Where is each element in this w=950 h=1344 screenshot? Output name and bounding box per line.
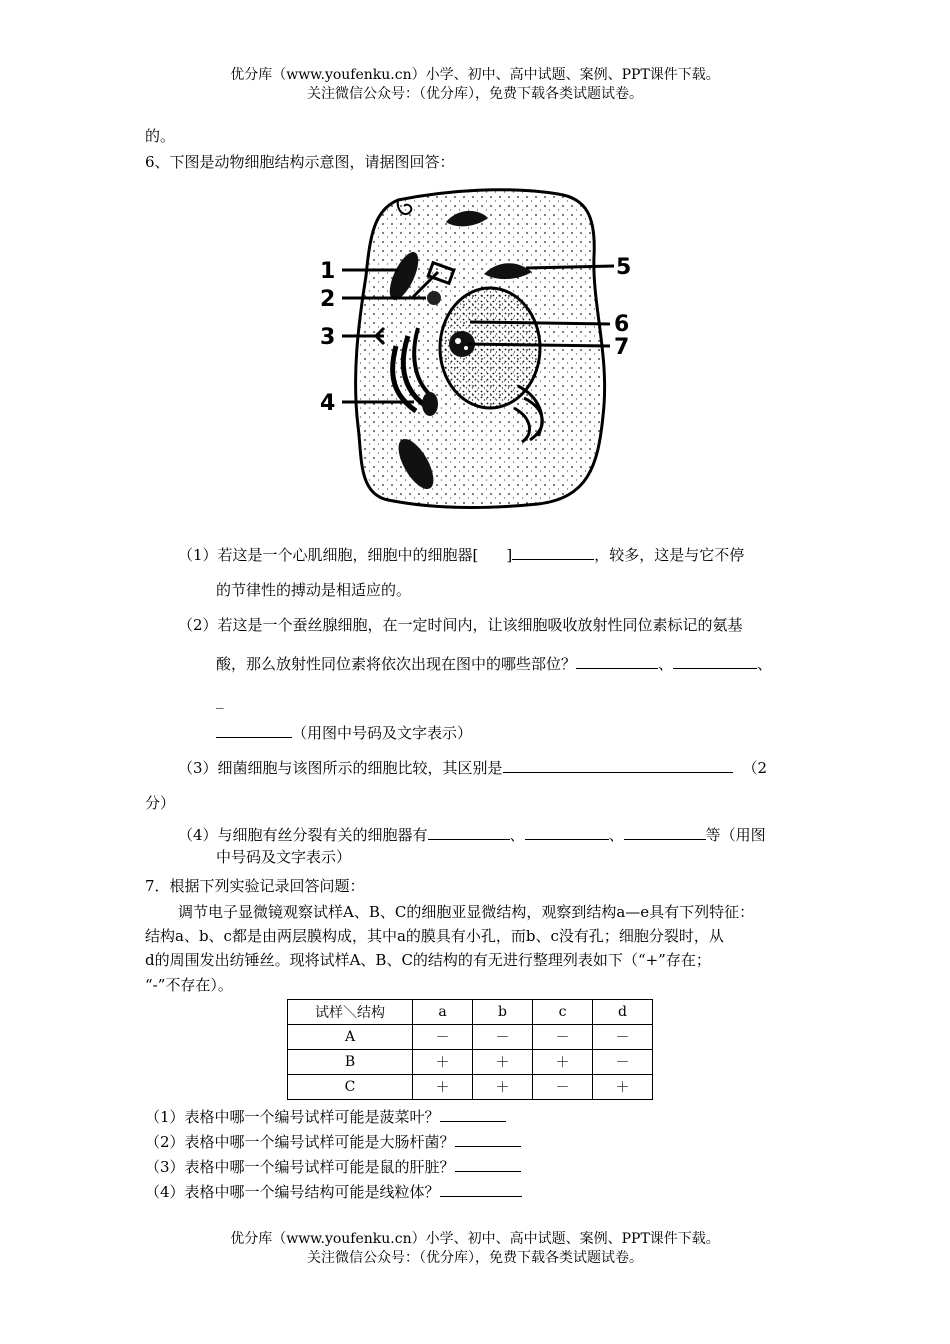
q7-answer-blank-1[interactable] <box>440 1106 506 1122</box>
table-cell: ＋ <box>533 1050 593 1075</box>
q6-sub1-line2: 的节律性的搏动是相适应的。 <box>216 581 412 599</box>
q6-sub1-answer-blank[interactable] <box>512 544 594 560</box>
q7-paragraph-line1: 调节电子显微镜观察试样A、B、C的细胞亚显微结构，观察到结构a—e具有下列特征： <box>178 903 755 921</box>
animal-cell-diagram <box>318 186 648 512</box>
table-cell: ＋ <box>473 1050 533 1075</box>
q7-question-4-text: （4）表格中哪一个编号结构可能是线粒体？ <box>145 1183 440 1201</box>
question-6-title: 6、下图是动物细胞结构示意图，请据图回答： <box>145 153 455 171</box>
footer-line-1: 优分库（www.youfenku.cn）小学、初中、高中试题、案例、PPT课件下载。 <box>230 1231 720 1247</box>
table-header-cell: d <box>593 1000 653 1025</box>
q6-sub3-line2: 分） <box>145 794 176 812</box>
table-header-cell: a <box>413 1000 473 1025</box>
diagram-label-5: 5 <box>616 255 632 280</box>
q7-question-1-text: （1）表格中哪一个编号试样可能是菠菜叶？ <box>145 1108 440 1126</box>
table-row <box>288 1025 653 1050</box>
q6-sub4-blank-3[interactable] <box>624 824 706 840</box>
q6-sub2-line1: （2）若这是一个蚕丝腺细胞，在一定时间内，让该细胞吸收放射性同位素标记的氨基 <box>178 616 743 634</box>
table-cell: － <box>473 1025 533 1050</box>
q6-sub2-blank-2[interactable] <box>673 653 757 669</box>
q7-answer-blank-2[interactable] <box>455 1131 521 1147</box>
diagram-label-6: 6 <box>614 312 630 337</box>
footer-line-2: 关注微信公众号：（优分库），免费下载各类试题试卷。 <box>307 1250 643 1266</box>
table-cell: － <box>593 1050 653 1075</box>
q7-paragraph-line4: “-”不存在）。 <box>145 976 233 994</box>
q7-answer-blank-3[interactable] <box>455 1156 521 1172</box>
table-header-cell: c <box>533 1000 593 1025</box>
q6-sub2-dash: _ <box>216 691 224 709</box>
table-row <box>288 1050 653 1075</box>
q7-paragraph-line3: d的周围发出纺锤丝。现将试样A、B、C的结构的有无进行整理列表如下（“+”存在； <box>145 951 711 969</box>
q7-answer-blank-4[interactable] <box>440 1181 522 1197</box>
question-7-title: 7．根据下列实验记录回答问题： <box>145 877 365 895</box>
q6-sub1-text-a: （1）若这是一个心肌细胞，细胞中的细胞器[ <box>178 546 479 564</box>
table-cell: ＋ <box>473 1075 533 1100</box>
table-cell: ＋ <box>413 1075 473 1100</box>
q6-sub2-sep-2: 、 <box>757 655 773 673</box>
q6-sub1-line1 <box>178 544 744 565</box>
table-header-row <box>288 1000 653 1025</box>
q7-question-4 <box>145 1181 522 1202</box>
q6-sub3-line1 <box>178 757 767 778</box>
table-cell: ＋ <box>413 1050 473 1075</box>
q6-sub2-line3 <box>216 722 472 743</box>
q6-sub4-line2: 中号码及文字表示） <box>216 848 352 866</box>
table-row <box>288 1075 653 1100</box>
q6-sub4-text-b: 等（用图 <box>705 826 766 844</box>
diagram-label-2: 2 <box>320 287 336 312</box>
q7-question-3 <box>145 1156 521 1177</box>
q6-sub2-blank-3[interactable] <box>216 722 292 738</box>
q6-sub2-text-c: （用图中号码及文字表示） <box>292 724 473 742</box>
q6-sub3-text-b: （2 <box>742 759 768 777</box>
q7-question-1 <box>145 1106 506 1127</box>
previous-question-tail: 的。 <box>145 127 176 145</box>
table-header-cell: b <box>473 1000 533 1025</box>
table-cell: C <box>288 1075 413 1100</box>
diagram-label-4: 4 <box>320 391 336 416</box>
q6-sub2-text-b: 酸，那么放射性同位素将依次出现在图中的哪些部位？ <box>216 655 577 673</box>
table-cell: － <box>413 1025 473 1050</box>
header-line-2: 关注微信公众号：（优分库），免费下载各类试题试卷。 <box>307 86 643 102</box>
table-cell: B <box>288 1050 413 1075</box>
table-cell: ＋ <box>593 1075 653 1100</box>
q7-question-2-text: （2）表格中哪一个编号试样可能是大肠杆菌？ <box>145 1133 455 1151</box>
q6-sub3-answer-blank[interactable] <box>503 757 733 773</box>
table-cell: － <box>533 1075 593 1100</box>
q6-sub2-sep-1: 、 <box>658 655 674 673</box>
q6-sub4-blank-2[interactable] <box>525 824 609 840</box>
table-cell: A <box>288 1025 413 1050</box>
diagram-label-3: 3 <box>320 325 336 350</box>
diagram-label-1: 1 <box>320 259 336 284</box>
header-line-1: 优分库（www.youfenku.cn）小学、初中、高中试题、案例、PPT课件下载。 <box>230 67 720 83</box>
q6-sub2-blank-1[interactable] <box>576 653 658 669</box>
q6-sub4-line1 <box>178 824 766 845</box>
q7-question-3-text: （3）表格中哪一个编号试样可能是鼠的肝脏？ <box>145 1158 455 1176</box>
experiment-record-table <box>287 999 653 1100</box>
table-header-cell: 试样＼结构 <box>288 1000 413 1025</box>
table-cell: － <box>533 1025 593 1050</box>
q6-sub1-text-b: ] <box>506 546 513 564</box>
diagram-label-7: 7 <box>614 335 630 360</box>
q6-sub1-text-c: ，较多，这是与它不停 <box>594 546 745 564</box>
table-cell: － <box>593 1025 653 1050</box>
q6-sub4-text-a: （4）与细胞有丝分裂有关的细胞器有 <box>178 826 428 844</box>
q6-sub3-text-a: （3）细菌细胞与该图所示的细胞比较，其区别是 <box>178 759 503 777</box>
q6-sub4-sep-2: 、 <box>608 826 624 844</box>
q7-question-2 <box>145 1131 521 1152</box>
q7-paragraph-line2: 结构a、b、c都是由两层膜构成，其中a的膜具有小孔，而b、c没有孔；细胞分裂时，从 <box>145 927 724 945</box>
q6-sub4-blank-1[interactable] <box>428 824 510 840</box>
q6-sub4-sep-1: 、 <box>509 826 525 844</box>
q6-sub2-line2 <box>216 653 772 674</box>
